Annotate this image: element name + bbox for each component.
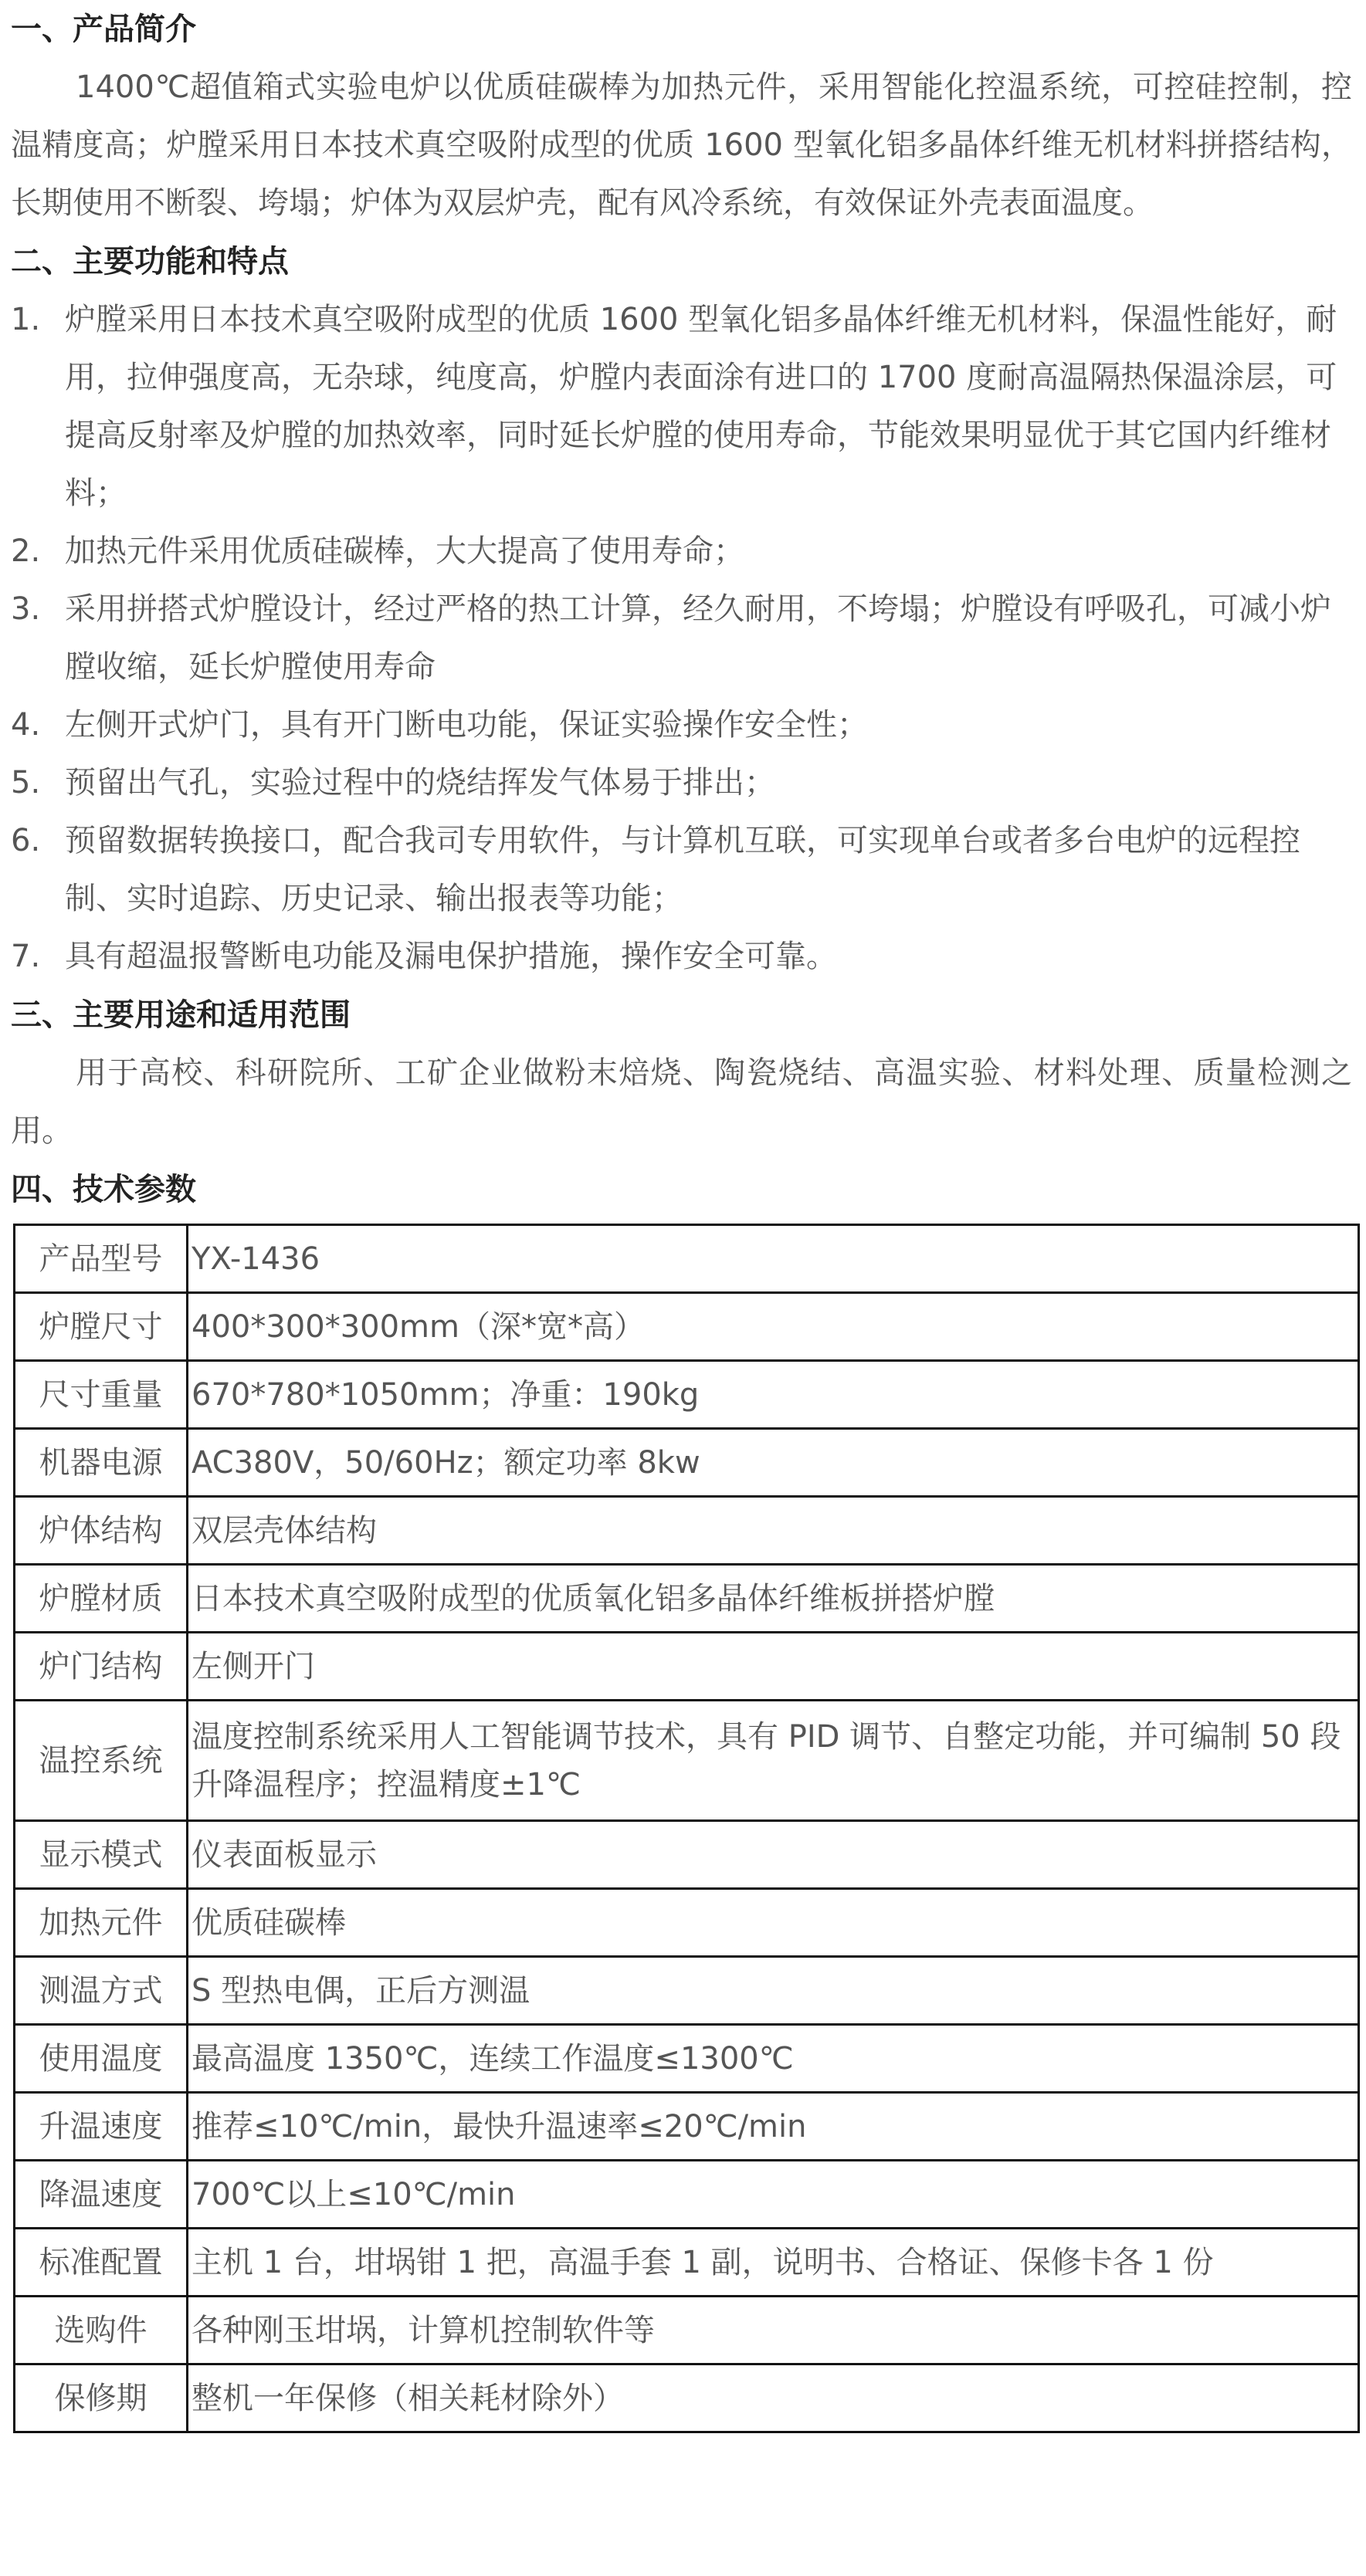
spec-label: 选购件 [15, 2297, 188, 2364]
usage-paragraph: 用于高校、科研院所、工矿企业做粉末焙烧、陶瓷烧结、高温实验、材料处理、质量检测之用。 [11, 1055, 1352, 1149]
list-item [11, 754, 1352, 812]
spec-label: 升温速度 [15, 2093, 188, 2161]
list-item [11, 696, 1352, 754]
spec-label: 显示模式 [15, 1821, 188, 1889]
table-row [15, 2025, 1359, 2093]
list-item-text: 具有超温报警断电功能及漏电保护措施，操作安全可靠。 [65, 939, 837, 974]
section-title-specs: 四、技术参数 [11, 1172, 196, 1207]
spec-value: 400*300*300mm（深*宽*高） [188, 1293, 1359, 1361]
list-item-text: 预留数据转换接口，配合我司专用软件，与计算机互联，可实现单台或者多台电炉的远程控制、实时追踪、历史记录、输出报表等功能； [65, 823, 1300, 916]
table-row [15, 1957, 1359, 2025]
spec-value: 700℃以上≤10℃/min [188, 2161, 1359, 2229]
table-row [15, 2297, 1359, 2364]
spec-value: 优质硅碳棒 [188, 1889, 1359, 1957]
section-title-intro: 一、产品简介 [11, 12, 196, 47]
intro-paragraph: 1400℃超值箱式实验电炉以优质硅碳棒为加热元件，采用智能化控温系统，可控硅控制，控温精度高；炉膛采用日本技术真空吸附成型的优质 1600 型氧化铝多晶体纤维无机材料拼搭结构，长期使用不断裂、垮塌；炉体为双层炉壳，配有风冷系统，有效保证外壳表面温度。 [11, 69, 1352, 221]
list-item-number: 4. [11, 707, 41, 743]
spec-value: S 型热电偶，正后方测温 [188, 1957, 1359, 2025]
table-row [15, 1701, 1359, 1821]
spec-label: 标准配置 [15, 2229, 188, 2297]
spec-label: 产品型号 [15, 1225, 188, 1293]
spec-value: 各种刚玉坩埚，计算机控制软件等 [188, 2297, 1359, 2364]
list-item [11, 812, 1352, 928]
list-item [11, 291, 1352, 523]
section-title-usage: 三、主要用途和适用范围 [11, 997, 351, 1033]
list-item-text: 炉膛采用日本技术真空吸附成型的优质 1600 型氧化铝多晶体纤维无机材料，保温性能好，耐用，拉伸强度高，无杂球，纯度高，炉膛内表面涂有进口的 1700 度耐高温隔热保温涂层，可提高反射率及炉膛的加热效率，同时延长炉膛的使用寿命，节能效果明显优于其它国内纤维材料； [65, 302, 1337, 511]
table-row [15, 1361, 1359, 1429]
spec-label: 测温方式 [15, 1957, 188, 2025]
list-item [11, 928, 1352, 986]
spec-label: 机器电源 [15, 1429, 188, 1497]
spec-label: 炉膛材质 [15, 1565, 188, 1633]
table-row [15, 1293, 1359, 1361]
features-list [11, 291, 1352, 986]
spec-value: 最高温度 1350℃，连续工作温度≤1300℃ [188, 2025, 1359, 2093]
spec-label: 温控系统 [15, 1701, 188, 1821]
list-item-number: 2. [11, 533, 41, 569]
spec-value: 整机一年保修（相关耗材除外） [188, 2364, 1359, 2432]
table-row [15, 1429, 1359, 1497]
list-item-number: 1. [11, 302, 41, 337]
spec-value: 主机 1 台，坩埚钳 1 把，高温手套 1 副，说明书、合格证、保修卡各 1 份 [188, 2229, 1359, 2297]
section-title-features: 二、主要功能和特点 [11, 244, 289, 279]
list-item-text: 左侧开式炉门，具有开门断电功能，保证实验操作安全性； [65, 707, 868, 743]
spec-label: 炉门结构 [15, 1633, 188, 1701]
table-row [15, 2229, 1359, 2297]
spec-label: 尺寸重量 [15, 1361, 188, 1429]
table-row [15, 2161, 1359, 2229]
table-row [15, 1225, 1359, 1293]
list-item-number: 3. [11, 591, 41, 627]
list-item [11, 523, 1352, 581]
spec-value: 左侧开门 [188, 1633, 1359, 1701]
spec-value: YX-1436 [188, 1225, 1359, 1293]
spec-value: 推荐≤10℃/min，最快升温速率≤20℃/min [188, 2093, 1359, 2161]
table-row [15, 1633, 1359, 1701]
spec-value: 日本技术真空吸附成型的优质氧化铝多晶体纤维板拼搭炉膛 [188, 1565, 1359, 1633]
spec-value: 温度控制系统采用人工智能调节技术，具有 PID 调节、自整定功能，并可编制 50 段升降温程序；控温精度±1℃ [188, 1701, 1359, 1821]
spec-label: 炉膛尺寸 [15, 1293, 188, 1361]
table-row [15, 1821, 1359, 1889]
spec-value: 双层壳体结构 [188, 1497, 1359, 1565]
list-item-text: 预留出气孔，实验过程中的烧结挥发气体易于排出； [65, 765, 775, 801]
table-row [15, 2093, 1359, 2161]
spec-value: AC380V，50/60Hz；额定功率 8kw [188, 1429, 1359, 1497]
list-item-text: 加热元件采用优质硅碳棒，大大提高了使用寿命； [65, 533, 744, 569]
spec-label: 加热元件 [15, 1889, 188, 1957]
table-row [15, 1565, 1359, 1633]
list-item-number: 7. [11, 939, 41, 974]
spec-label: 保修期 [15, 2364, 188, 2432]
spec-value: 仪表面板显示 [188, 1821, 1359, 1889]
list-item [11, 581, 1352, 696]
spec-label: 降温速度 [15, 2161, 188, 2229]
spec-value: 670*780*1050mm；净重：190kg [188, 1361, 1359, 1429]
list-item-number: 5. [11, 765, 41, 801]
spec-label: 炉体结构 [15, 1497, 188, 1565]
table-row [15, 2364, 1359, 2432]
spec-label: 使用温度 [15, 2025, 188, 2093]
table-row [15, 1889, 1359, 1957]
list-item-text: 采用拼搭式炉膛设计，经过严格的热工计算，经久耐用，不垮塌；炉膛设有呼吸孔，可减小炉膛收缩，延长炉膛使用寿命 [65, 591, 1331, 685]
list-item-number: 6. [11, 823, 41, 858]
specs-table [13, 1224, 1360, 2433]
table-row [15, 1497, 1359, 1565]
